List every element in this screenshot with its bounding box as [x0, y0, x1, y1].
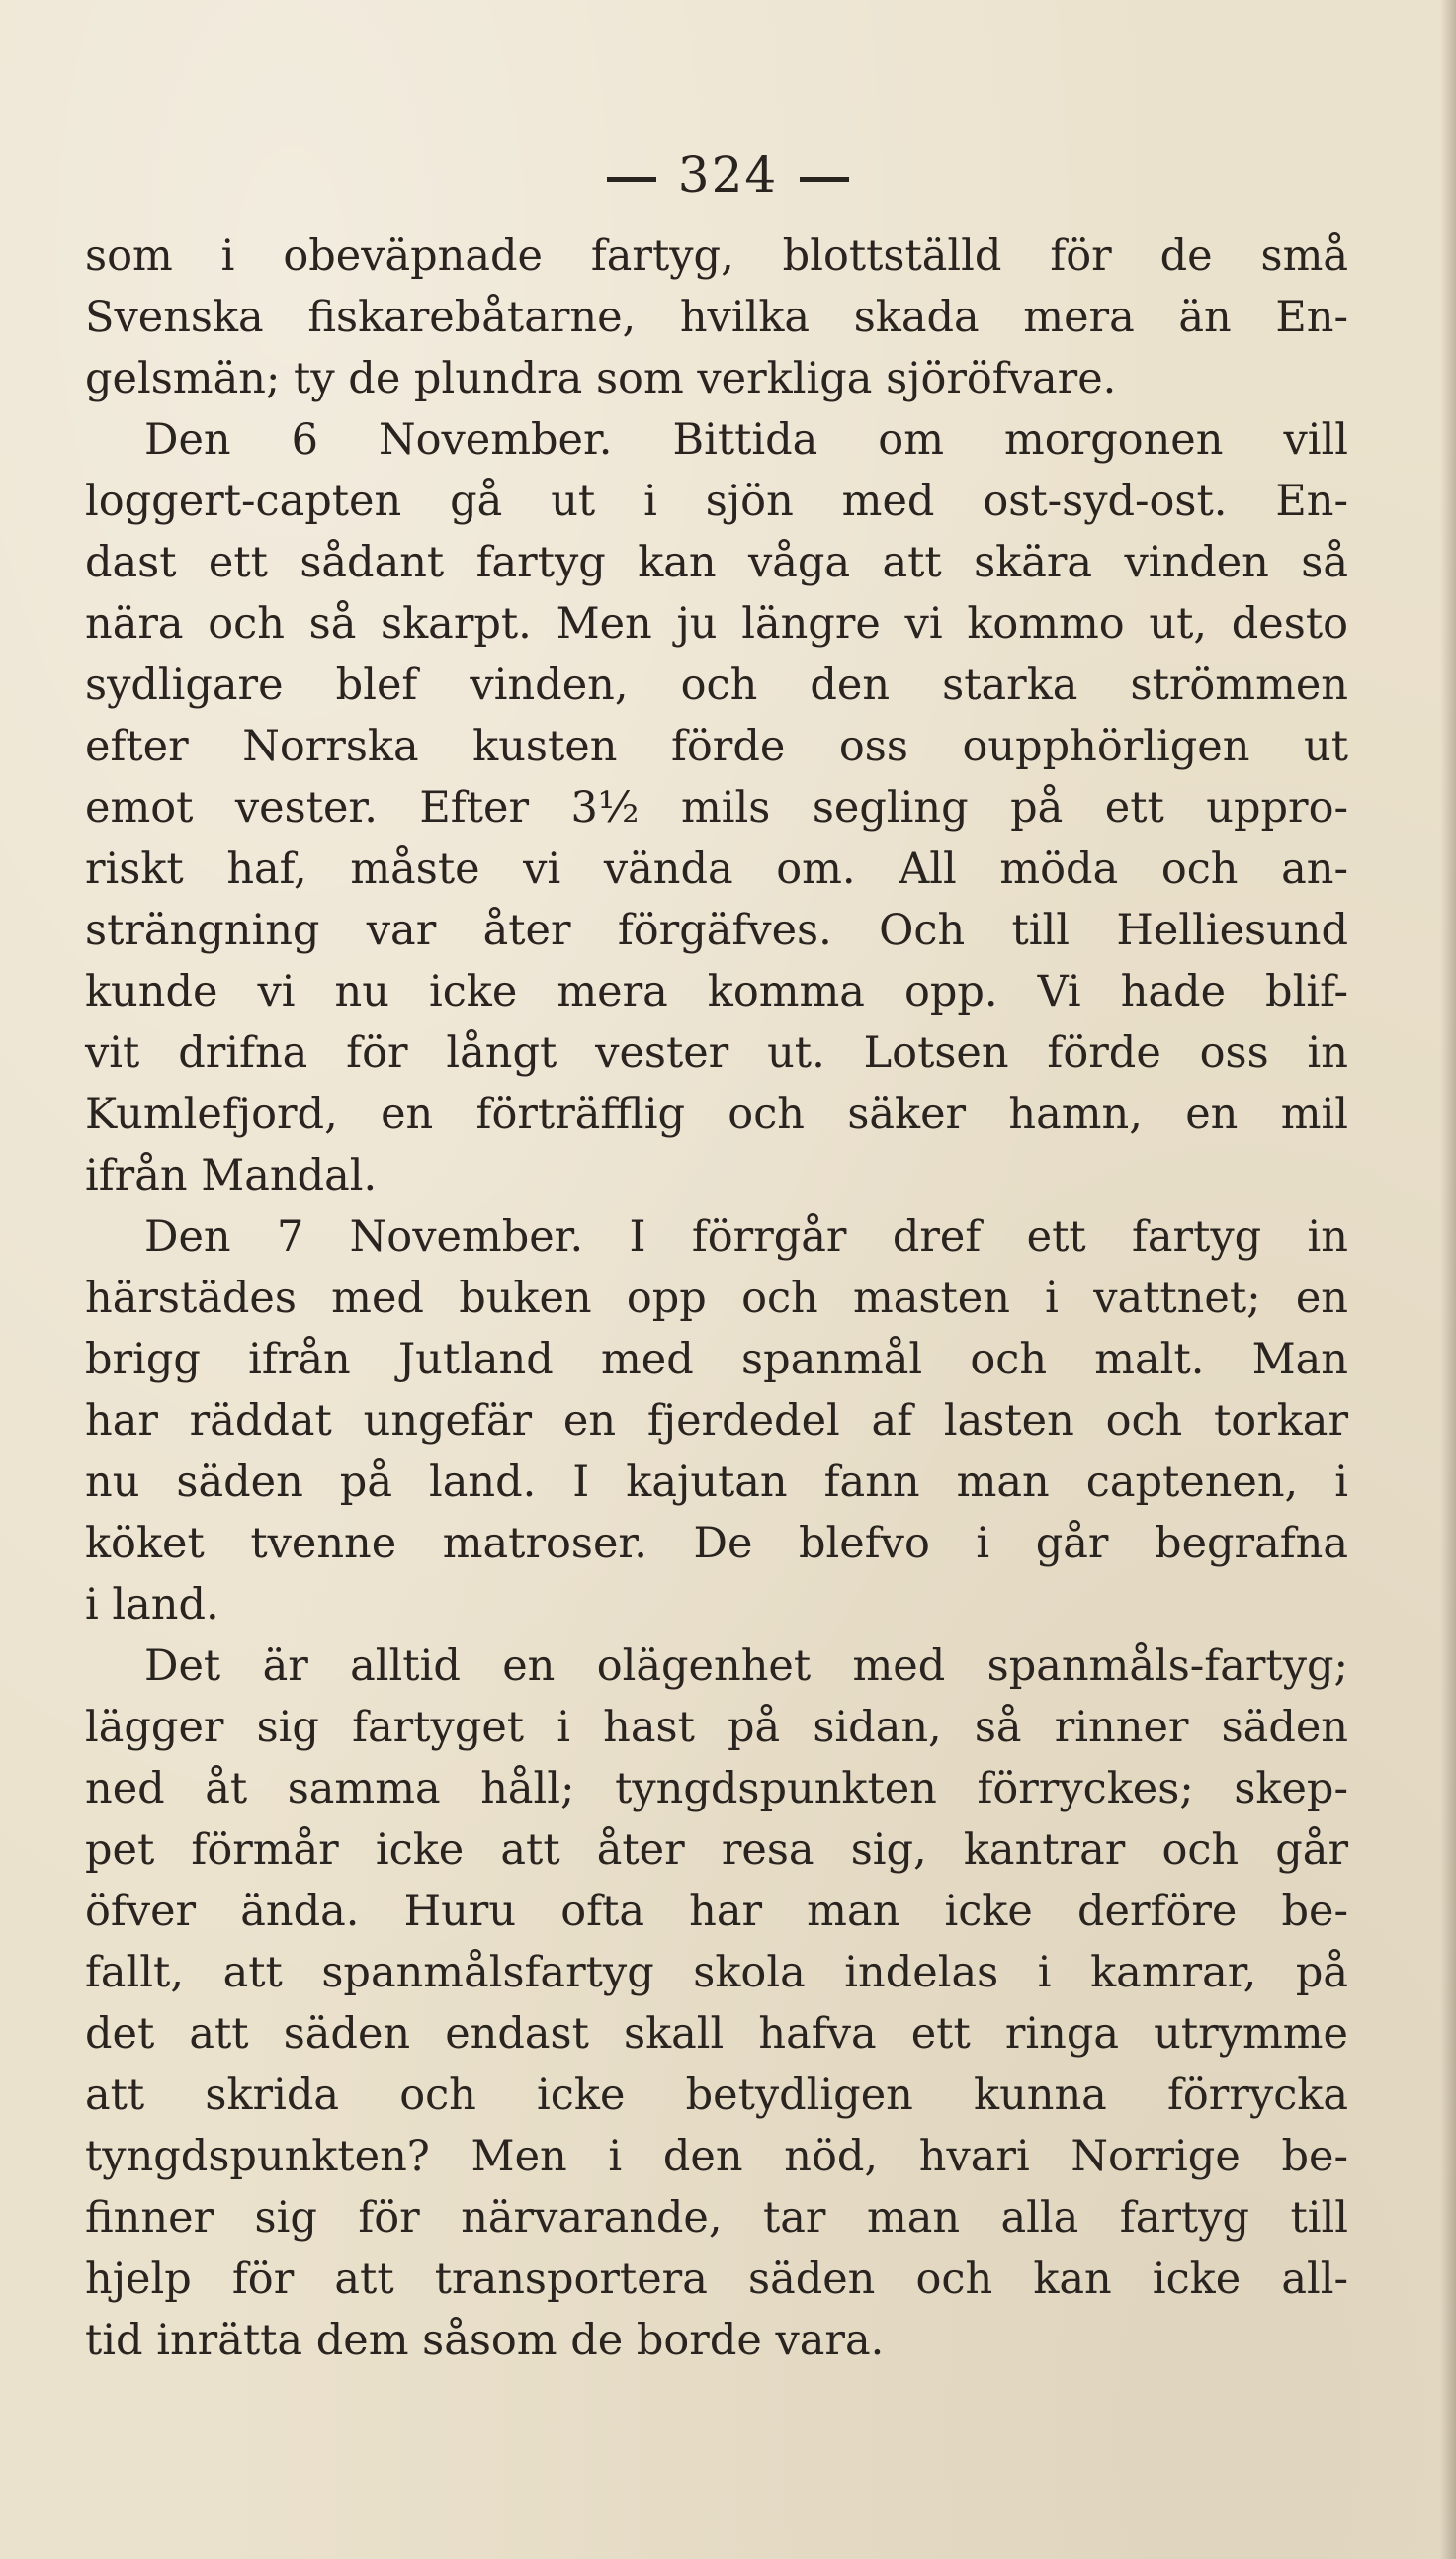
text-line: har räddat ungefär en fjerdedel af lasten och torkar [85, 1396, 1348, 1446]
text-line: strängning var åter förgäfves. Och till Helliesund [85, 906, 1348, 955]
text-line: kunde vi nu icke mera komma opp. Vi hade blif- [85, 967, 1348, 1016]
text-line: Den 7 November. I förrgår dref ett fartyg in [144, 1212, 1348, 1262]
text-line: brigg ifrån Jutland med spanmål och malt. Man [85, 1335, 1348, 1384]
text-line: hjelp för att transportera säden och kan icke all- [85, 2254, 1348, 2304]
text-line: Det är alltid en olägenhet med spanmåls-fartyg; [144, 1641, 1348, 1691]
text-line: sydligare blef vinden, och den starka strömmen [85, 661, 1348, 710]
text-line: att skrida och icke betydligen kunna förrycka [85, 2071, 1348, 2120]
text-line: Kumlefjord, en förträfflig och säker hamn, en mil [85, 1090, 1348, 1139]
page-header [0, 146, 1456, 204]
text-line: emot vester. Efter 3½ mils segling på ett uppro- [85, 783, 1348, 833]
text-line: Den 6 November. Bittida om morgonen vill [144, 415, 1348, 465]
text-line: riskt haf, måste vi vända om. All möda och an- [85, 844, 1348, 894]
text-line: efter Norrska kusten förde oss oupphörligen ut [85, 722, 1348, 771]
body-text [85, 225, 1348, 2371]
text-line: det att säden endast skall hafva ett ringa utrymme [85, 2009, 1348, 2059]
text-line: härstädes med buken opp och masten i vattnet; en [85, 1274, 1348, 1323]
text-line: ned åt samma håll; tyngdspunkten förryckes; skep- [85, 1764, 1348, 1813]
page-number: 324 [677, 146, 779, 204]
text-line: pet förmår icke att åter resa sig, kantrar och går [85, 1825, 1348, 1875]
text-line: fallt, att spanmålsfartyg skola indelas i kamrar, på [85, 1948, 1348, 1997]
text-line: nu säden på land. I kajutan fann man captenen, i [85, 1457, 1348, 1507]
text-line: köket tvenne matroser. De blefvo i går begrafna [85, 1519, 1348, 1568]
header-dash-right [800, 177, 849, 182]
text-line: loggert-capten gå ut i sjön med ost-syd-ost. En- [85, 477, 1348, 526]
text-line: Svenska fiskarebåtarne, hvilka skada mera än En- [85, 293, 1348, 342]
text-line: ifrån Mandal. [85, 1151, 378, 1200]
text-line: finner sig för närvarande, tar man alla fartyg till [85, 2193, 1348, 2243]
header-dash-left [607, 177, 656, 182]
text-line: nära och så skarpt. Men ju längre vi kommo ut, desto [85, 599, 1348, 649]
text-line: tid inrätta dem såsom de borde vara. [85, 2316, 885, 2365]
text-line: tyngdspunkten? Men i den nöd, hvari Norrige be- [85, 2132, 1348, 2181]
text-line: i land. [85, 1580, 219, 1630]
page-edge-shadow [1440, 0, 1456, 2559]
text-line: dast ett sådant fartyg kan våga att skära vinden så [85, 538, 1348, 587]
text-line: som i obeväpnade fartyg, blottställd för de små [85, 231, 1348, 281]
text-line: gelsmän; ty de plundra som verkliga sjöröfvare. [85, 354, 1117, 403]
text-line: vit drifna för långt vester ut. Lotsen förde oss in [85, 1028, 1348, 1078]
text-line: lägger sig fartyget i hast på sidan, så rinner säden [85, 1703, 1348, 1752]
text-line: öfver ända. Huru ofta har man icke derföre be- [85, 1887, 1348, 1936]
